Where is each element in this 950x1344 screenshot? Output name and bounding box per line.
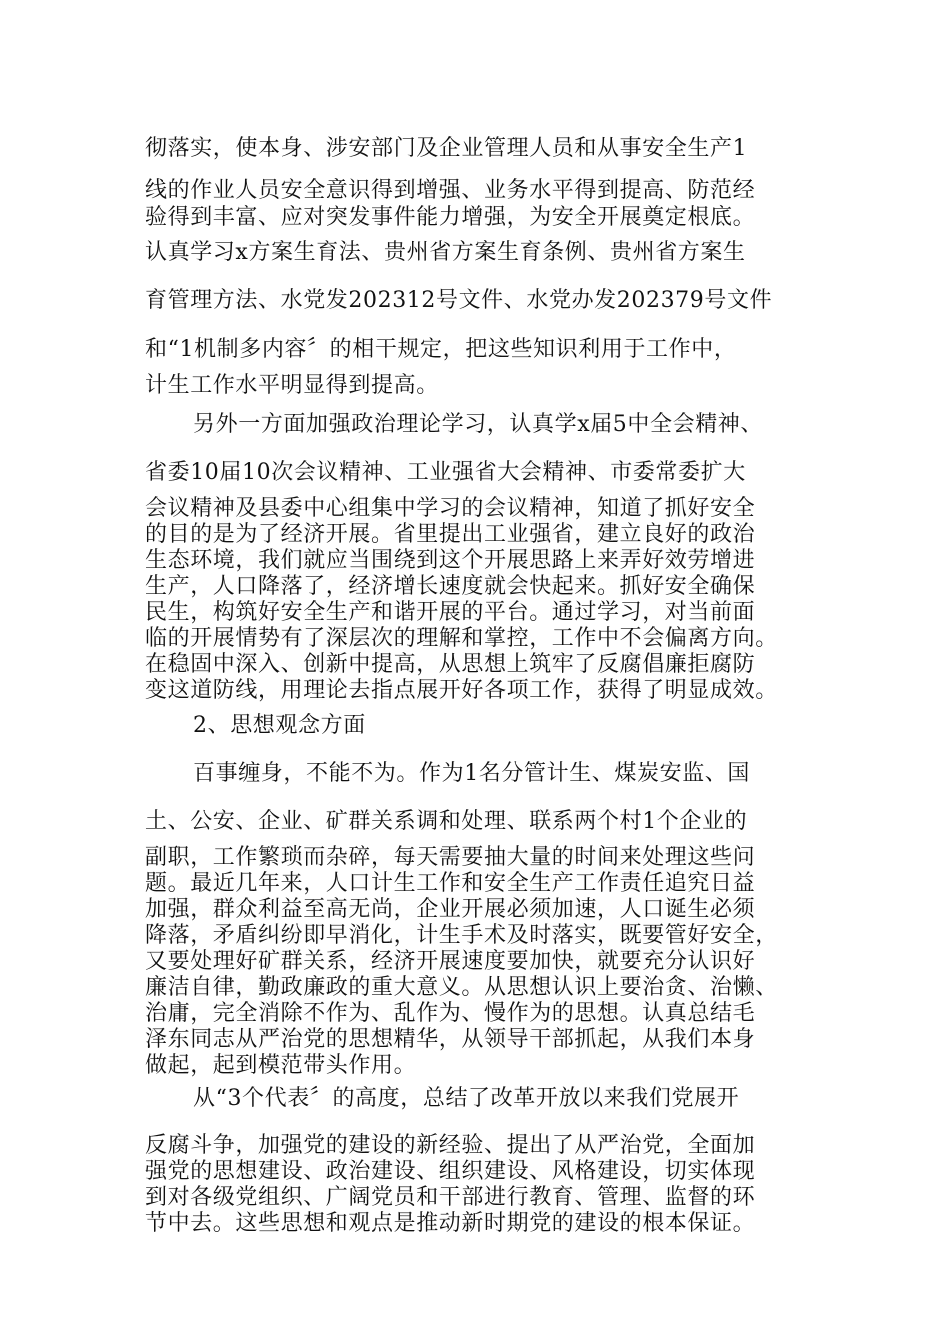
text-line: 又要处理好矿群关系，经济开展速度要加快，就要充分认识好 [145,949,756,974]
text-line: 百事缠身，不能不为。作为1名分管计生、煤炭安监、国 [193,761,750,786]
text-line: 和“1机制多内容〞的相干规定，把这些知识利用于工作中， [145,337,737,362]
text-line: 降落，矛盾纠纷即早消化，计生手术及时落实，既要管好安全， [145,923,778,948]
text-line: 土、公安、企业、矿群关系调和处理、联系两个村1个企业的 [145,809,748,834]
text-line: 线的作业人员安全意识得到增强、业务水平得到提高、防范经 [145,178,756,203]
text-line: 反腐斗争，加强党的建设的新经验、提出了从严治党，全面加 [145,1133,756,1158]
text-line: 泽东同志从严治党的思想精华，从领导干部抓起，从我们本身 [145,1027,756,1052]
text-line: 彻落实，使本身、涉安部门及企业管理人员和从事安全生产1 [145,136,748,161]
text-line: 生产，人口降落了，经济增长速度就会快起来。抓好安全确保 [145,574,756,599]
text-line: 廉洁自律，勤政廉政的重大意义。从思想认识上要治贪、治懒、 [145,975,778,1000]
text-line: 变这道防线，用理论去指点展开好各项工作，获得了明显成效。 [145,678,778,703]
text-line: 另外一方面加强政治理论学习，认真学x届5中全会精神、 [193,412,764,437]
text-line: 育管理方法、水党发202312号文件、水党办发202379号文件 [145,288,773,313]
text-line: 民生，构筑好安全生产和谐开展的平台。通过学习，对当前面 [145,600,756,625]
text-line: 副职，工作繁琐而杂碎，每天需要抽大量的时间来处理这些问 [145,845,756,870]
text-line: 省委10届10次会议精神、工业强省大会精神、市委常委扩大 [145,460,746,485]
text-line: 认真学习x方案生育法、贵州省方案生育条例、贵州省方案生 [145,240,746,265]
text-line: 做起，起到模范带头作用。 [145,1053,417,1078]
text-line: 到对各级党组织、广阔党员和干部进行教育、管理、监督的环 [145,1185,756,1210]
text-line: 的目的是为了经济开展。省里提出工业强省，建立良好的政治 [145,522,756,547]
text-line: 节中去。这些思想和观点是推动新时期党的建设的根本保证。 [145,1211,756,1236]
section-heading: 2、思想观念方面 [193,713,366,738]
text-line: 从“3个代表〞的高度，总结了改革开放以来我们党展开 [193,1086,740,1111]
text-line: 计生工作水平明显得到提高。 [145,373,439,398]
text-line: 验得到丰富、应对突发事件能力增强，为安全开展奠定根底。 [145,205,756,230]
text-line: 生态环境，我们就应当围绕到这个开展思路上来弄好效劳增进 [145,548,756,573]
text-line: 临的开展情势有了深层次的理解和掌控，工作中不会偏离方向。 [145,626,778,651]
text-line: 在稳固中深入、创新中提高，从思想上筑牢了反腐倡廉拒腐防 [145,652,756,677]
text-line: 强党的思想建设、政治建设、组织建设、风格建设，切实体现 [145,1159,756,1184]
text-line: 会议精神及县委中心组集中学习的会议精神，知道了抓好安全 [145,496,756,521]
text-line: 治庸，完全消除不作为、乱作为、慢作为的思想。认真总结毛 [145,1001,756,1026]
text-line: 题。最近几年来，人口计生工作和安全生产工作责任追究日益 [145,871,756,896]
text-line: 加强，群众利益至高无尚，企业开展必须加速，人口诞生必须 [145,897,756,922]
